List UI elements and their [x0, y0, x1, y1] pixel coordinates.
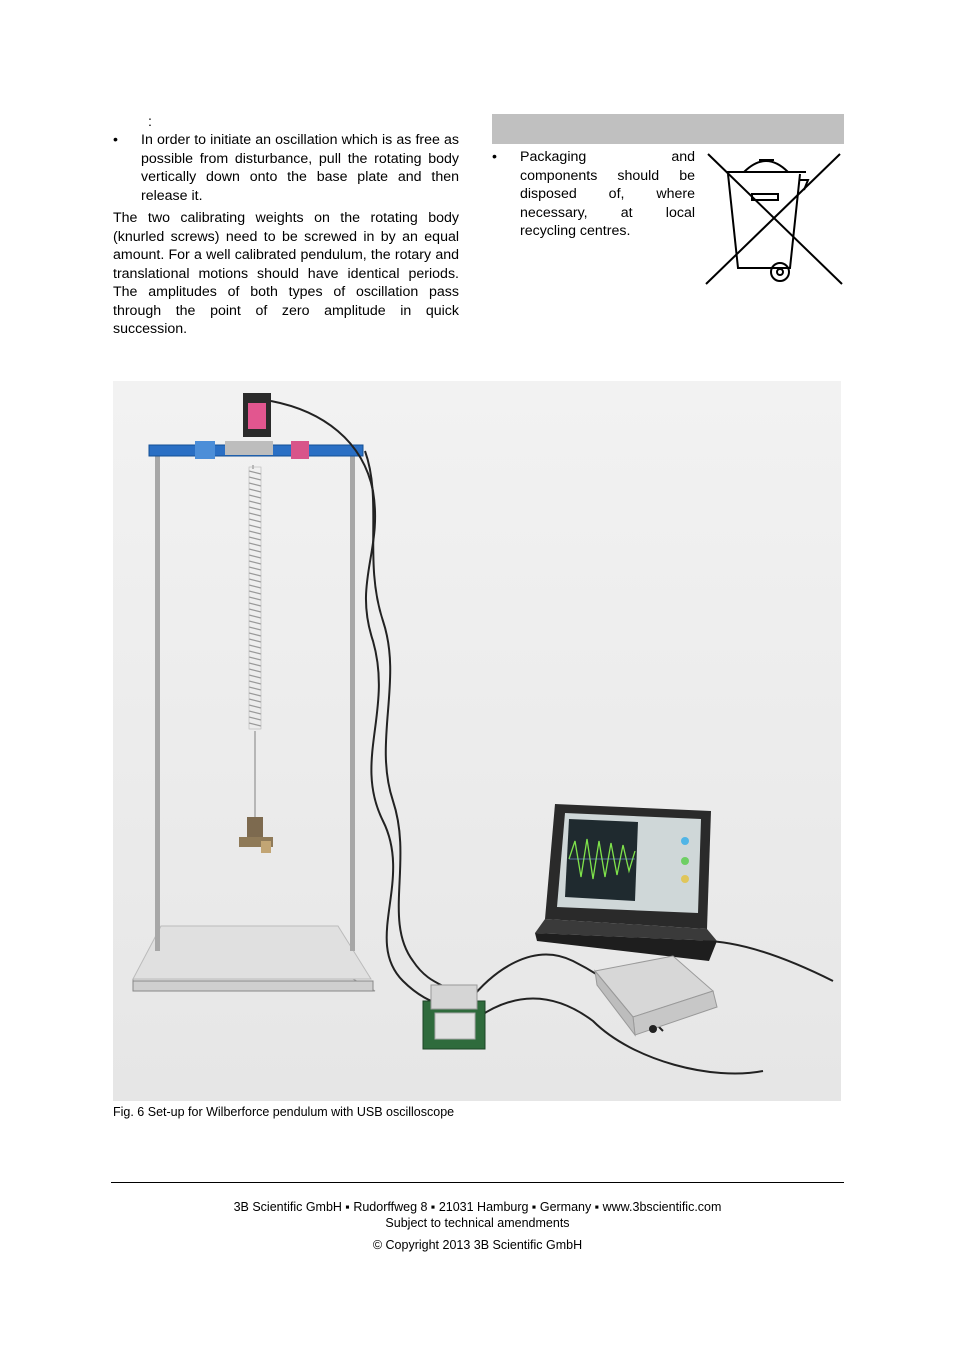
disposal-column — [492, 114, 844, 241]
disposal-heading — [492, 114, 844, 144]
sensor-interface-board — [423, 985, 485, 1049]
laptop — [535, 804, 717, 961]
calibration-paragraph: The two calibrating weights on the rotating body (knurled screws) need to be screwed in by an equal amount. For a well calibrated pendulum, the rotary and translational motions should have identical periods. The amplitudes of both types of oscillation pass through the point of zero amplitude in quick succession. — [113, 210, 459, 337]
setup-photo-figure — [113, 381, 841, 1101]
disposal-text: Packaging and components should be disposed of, where necessary, at local recycling centres. — [520, 149, 695, 239]
company-address: 3B Scientific GmbH ▪ Rudorffweg 8 ▪ 21031 Hamburg ▪ Germany ▪ www.3bscientific.com — [233, 1200, 722, 1214]
copyright-notice: © Copyright 2013 3B Scientific GmbH — [372, 1238, 583, 1252]
motion-sensor — [243, 393, 271, 437]
colon-text: : — [148, 114, 152, 130]
right-stand-rod — [350, 451, 355, 951]
disposal-content — [492, 148, 844, 241]
bullet-mark: • — [492, 149, 497, 165]
release-instruction-item — [113, 131, 459, 205]
stand-base-plate — [133, 926, 375, 991]
bullet-mark: • — [113, 132, 118, 148]
setup-illustration — [113, 381, 841, 1101]
figure-caption: Fig. 6 Set-up for Wilberforce pendulum with USB oscilloscope — [113, 1105, 455, 1119]
amendments-notice: Subject to technical amendments — [385, 1216, 570, 1230]
left-stand-rod — [155, 451, 160, 951]
release-instruction-text: In order to initiate an oscillation which is as free as possible from disturbance, pull the rotating body vertically down onto the base plate and then release it. — [141, 132, 459, 204]
disposal-item — [492, 148, 695, 241]
crossed-out-wheelie-bin-icon — [704, 150, 844, 286]
page-footer — [111, 1199, 844, 1253]
footer-divider — [111, 1182, 844, 1183]
instructions-column — [113, 113, 459, 339]
